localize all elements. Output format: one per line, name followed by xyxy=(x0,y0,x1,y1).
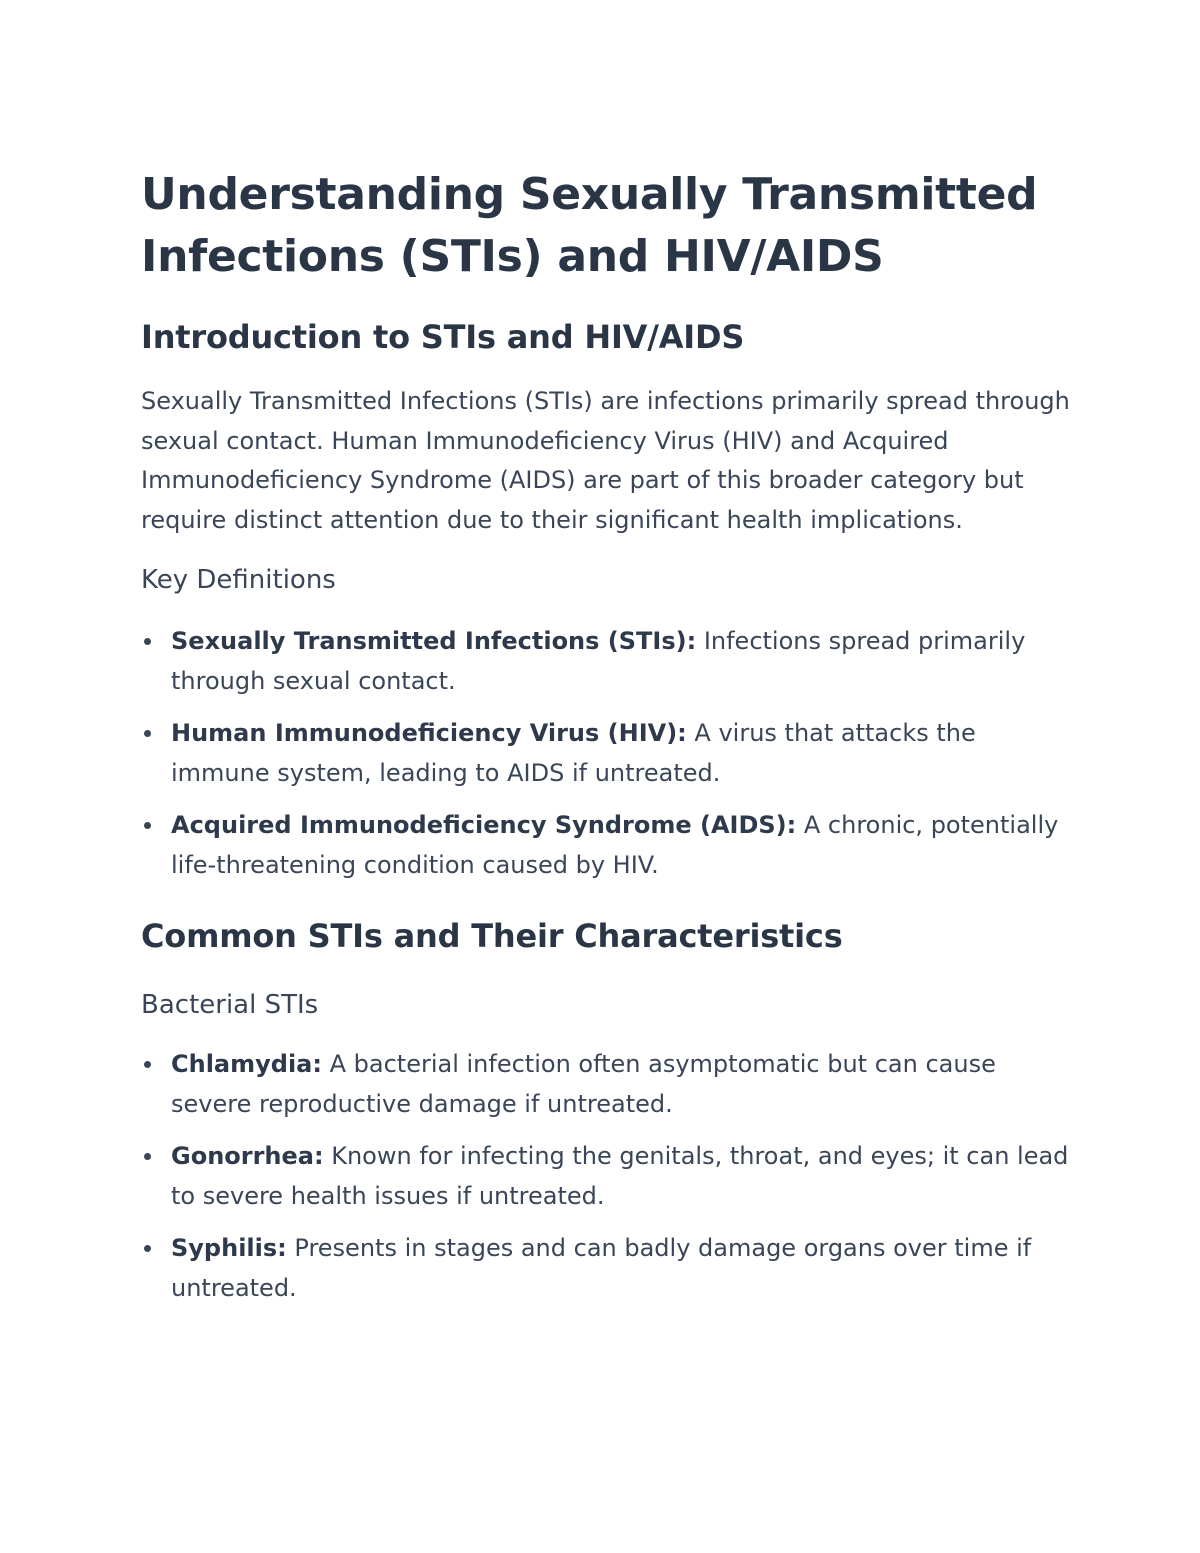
list-item xyxy=(141,622,1071,701)
sti-term: Chlamydia: xyxy=(171,1050,322,1078)
key-definitions-heading: Key Definitions xyxy=(141,565,336,595)
document-page xyxy=(141,164,1071,1308)
definition-text: Infections spread primarily through sexual contact. xyxy=(171,627,1026,695)
definition-term: Acquired Immunodeficiency Syndrome (AIDS): xyxy=(171,811,797,839)
common-stis-heading: Common STIs and Their Characteristics xyxy=(141,917,843,955)
bullet-icon xyxy=(144,822,151,829)
key-definitions-list xyxy=(141,622,1071,885)
bacterial-stis-list xyxy=(141,1045,1071,1308)
sti-text: Presents in stages and can badly damage organs over time if untreated. xyxy=(171,1234,1032,1302)
bullet-icon xyxy=(144,730,151,737)
document-title xyxy=(141,164,1071,288)
definition-term: Human Immunodeficiency Virus (HIV): xyxy=(171,719,687,747)
definition-text: A virus that attacks the immune system, leading to AIDS if untreated. xyxy=(171,719,976,787)
sti-term: Gonorrhea: xyxy=(171,1142,324,1170)
list-item xyxy=(141,1045,1071,1124)
list-item xyxy=(141,1137,1071,1216)
intro-paragraph: Sexually Transmitted Infections (STIs) are infections primarily spread through sexual contact. Human Immunodeficiency Virus (HIV) and Acquired Immunodeficiency Syndrome (AIDS) are part of this broader category but require distinct attention due to their significant health implications. xyxy=(141,387,1070,534)
sti-text: Known for infecting the genitals, throat, and eyes; it can lead to severe health issues if untreated. xyxy=(171,1142,1069,1210)
bullet-icon xyxy=(144,1061,151,1068)
bacterial-stis-heading: Bacterial STIs xyxy=(141,990,319,1020)
bullet-icon xyxy=(144,638,151,645)
title-line-1: Understanding Sexually Transmitted xyxy=(141,169,1038,220)
title-line-2: Infections (STIs) and HIV/AIDS xyxy=(141,231,884,282)
definition-text: A chronic, potentially life-threatening condition caused by HIV. xyxy=(171,811,1059,879)
intro-heading: Introduction to STIs and HIV/AIDS xyxy=(141,318,745,356)
list-item xyxy=(141,714,1071,793)
sti-text: A bacterial infection often asymptomatic but can cause severe reproductive damage if untreated. xyxy=(171,1050,996,1118)
bullet-icon xyxy=(144,1153,151,1160)
sti-term: Syphilis: xyxy=(171,1234,287,1262)
definition-term: Sexually Transmitted Infections (STIs): xyxy=(171,627,697,655)
list-item xyxy=(141,806,1071,885)
bullet-icon xyxy=(144,1245,151,1252)
list-item xyxy=(141,1229,1071,1308)
